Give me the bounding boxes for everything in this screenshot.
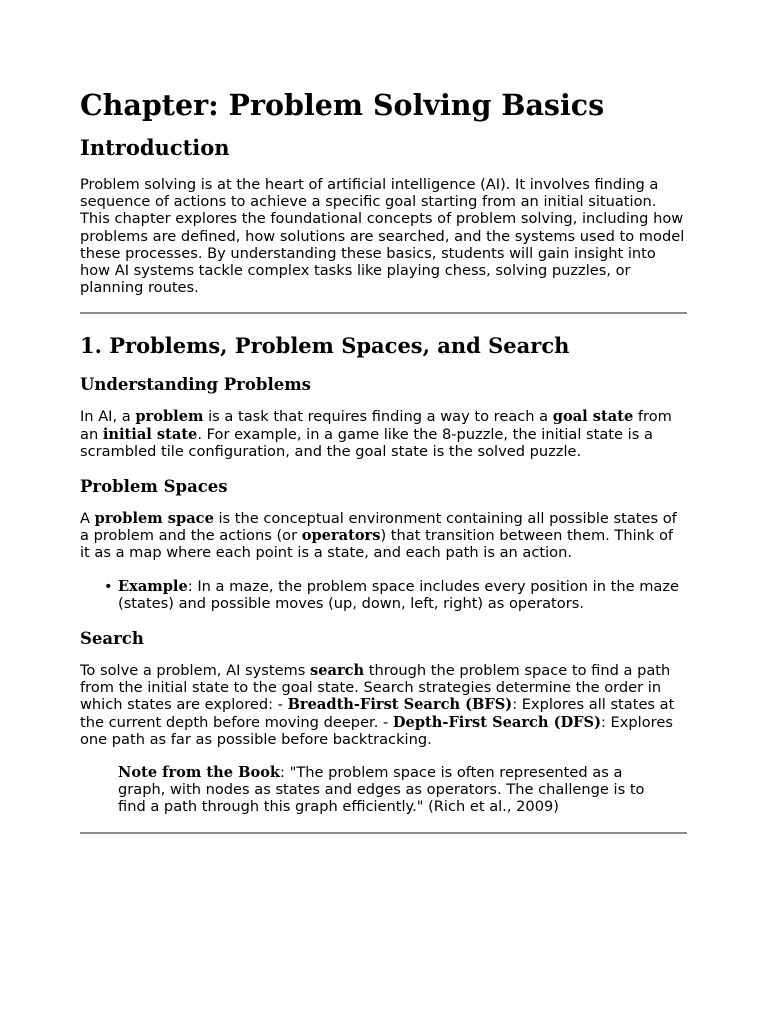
text-span: through the problem space to find a path from the initial state to the goal state. Search strategies determine the order in which states are explored: - <box>80 662 671 714</box>
search-heading: Search <box>80 629 144 649</box>
introduction-paragraph: Problem solving is at the heart of artificial intelligence (AI). It involves finding a sequence of actions to achieve a specific goal starting from an initial situation. This chapter explores the foundational concepts of problem solving, including how problems are defined, how solutions are searched, and the systems used to model these processes. By understanding these basics, students will gain insight into how AI systems tackle complex tasks like playing chess, solving puzzles, or planning routes. <box>80 176 685 297</box>
text-span: To solve a problem, AI systems <box>80 662 311 680</box>
section-divider <box>80 312 687 314</box>
text-span: is the conceptual environment containing all possible states of a problem and the actions (or <box>80 510 677 545</box>
term-search: search <box>310 662 365 680</box>
note-text: : "The problem space is often represented as a graph, with nodes as states and edges as operators. The challenge is to find a path through this graph efficiently." (Rich et al., 2009) <box>118 764 645 816</box>
introduction-heading: Introduction <box>80 135 230 160</box>
problem-spaces-paragraph <box>80 510 687 562</box>
term-initial-state: initial state <box>102 425 198 443</box>
understanding-problems-heading: Understanding Problems <box>80 375 311 395</box>
text-span: is a task that requires finding a way to reach a <box>203 408 553 426</box>
list-item <box>104 577 687 612</box>
text-span: : Explores all states at the current depth before moving deeper. - <box>80 696 675 731</box>
term-bfs: Breadth-First Search (BFS) <box>287 696 513 714</box>
term-operators: operators <box>301 527 381 545</box>
note-label: Note from the Book <box>118 764 281 782</box>
term-dfs: Depth-First Search (DFS) <box>392 713 601 731</box>
text-span: In AI, a <box>80 408 136 426</box>
understanding-problems-paragraph <box>80 408 687 460</box>
book-note-blockquote <box>118 764 648 816</box>
text-span: ) that transition between them. Think of it as a map where each point is a state, and each path is an action. <box>80 527 674 562</box>
section-divider <box>80 832 687 834</box>
example-text: : In a maze, the problem space includes every position in the maze (states) and possible moves (up, down, left, right) as operators. <box>118 577 679 612</box>
example-label: Example <box>118 577 188 595</box>
example-bullet-list <box>80 578 687 612</box>
problem-spaces-heading: Problem Spaces <box>80 477 228 497</box>
text-span: : Explores one path as far as possible before backtracking. <box>80 713 673 748</box>
term-goal-state: goal state <box>552 408 634 426</box>
text-span: . For example, in a game like the 8-puzzle, the initial state is a scrambled tile configuration, and the goal state is the solved puzzle. <box>80 425 653 460</box>
chapter-title: Chapter: Problem Solving Basics <box>80 88 605 122</box>
text-span: from an <box>80 408 672 443</box>
term-problem-space: problem space <box>94 510 214 528</box>
document-content <box>80 86 687 834</box>
bullet-marker: • <box>104 577 113 595</box>
text-span: A <box>80 510 95 528</box>
search-paragraph <box>80 662 687 748</box>
term-problem: problem <box>135 408 204 426</box>
section-1-heading: 1. Problems, Problem Spaces, and Search <box>80 333 570 359</box>
